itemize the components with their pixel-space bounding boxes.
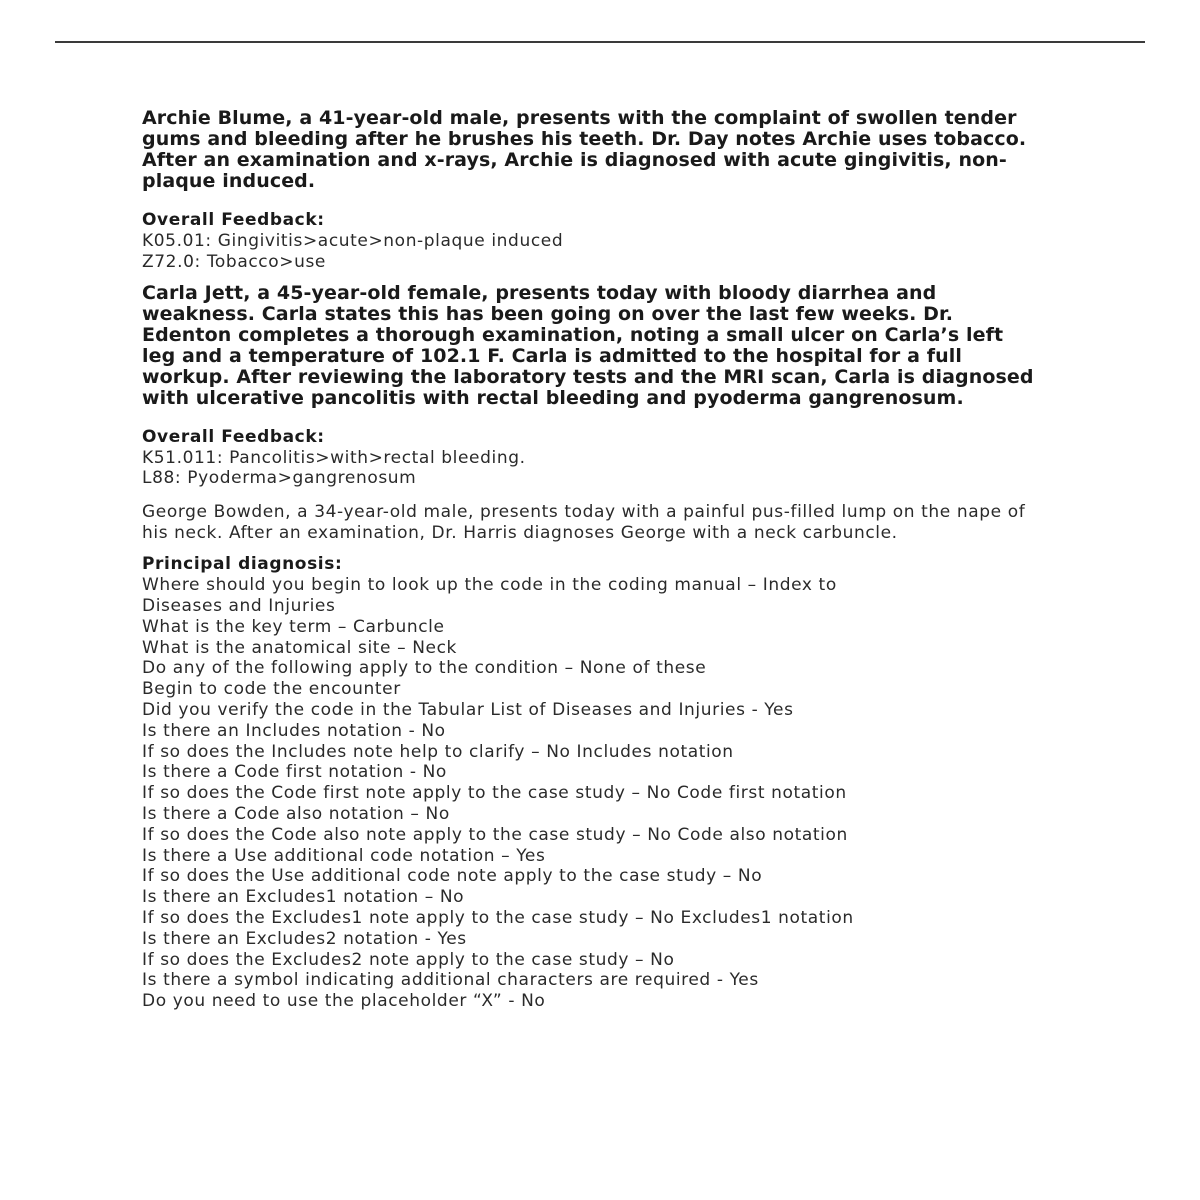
list-item: Is there a Code first notation - No <box>142 762 447 783</box>
case-2-feedback-heading: Overall Feedback: <box>142 426 325 447</box>
case-1-feedback-heading: Overall Feedback: <box>142 210 325 230</box>
case-1-description: Archie Blume, a 41-year-old male, presents with the complaint of swollen tender gums and bleeding after he brushes his teeth. Dr. Day notes Archie uses tobacco. After an examination and x-rays, Archie is diagnosed with acute gingivitis, non-plaque induced. <box>142 107 1027 192</box>
list-item: Is there an Includes notation - No <box>142 720 446 741</box>
list-item: Is there a symbol indicating additional characters are required - Yes <box>142 970 759 991</box>
list-item: What is the key term – Carbuncle <box>142 616 445 637</box>
case-3-description: George Bowden, a 34-year-old male, presents today with a painful pus-filled lump on the nape of his neck. After an examination, Dr. Harris diagnoses George with a neck carbuncle. <box>142 502 1026 544</box>
list-item: Is there an Excludes2 notation - Yes <box>142 928 467 949</box>
list-item: Do you need to use the placeholder “X” - No <box>142 991 546 1012</box>
list-item: Diseases and Injuries <box>142 595 336 616</box>
list-item: Begin to code the encounter <box>142 679 401 700</box>
list-item: Is there a Use additional code notation – Yes <box>142 845 546 866</box>
list-item: Do any of the following apply to the condition – None of these <box>142 658 707 679</box>
list-item: If so does the Includes note help to clarify – No Includes notation <box>142 741 734 762</box>
case-2-feedback-line: K51.011: Pancolitis>with>rectal bleeding. <box>142 447 526 468</box>
list-item: If so does the Excludes2 note apply to the case study – No <box>142 949 675 970</box>
case-1-feedback-line: Z72.0: Tobacco>use <box>142 251 326 272</box>
list-item: If so does the Excludes1 note apply to the case study – No Excludes1 notation <box>142 907 854 928</box>
list-item: Is there a Code also notation – No <box>142 803 450 824</box>
list-item: Is there an Excludes1 notation – No <box>142 887 465 908</box>
case-1-feedback-line: K05.01: Gingivitis>acute>non-plaque induced <box>142 231 564 251</box>
list-item: Where should you begin to look up the code in the coding manual – Index to <box>142 575 837 596</box>
document-body <box>142 108 1042 1012</box>
top-horizontal-rule <box>55 41 1145 43</box>
principal-diagnosis-heading: Principal diagnosis: <box>142 554 343 575</box>
list-item: If so does the Use additional code note apply to the case study – No <box>142 866 763 887</box>
list-item: Did you verify the code in the Tabular List of Diseases and Injuries - Yes <box>142 699 794 720</box>
case-2-feedback-line: L88: Pyoderma>gangrenosum <box>142 468 417 489</box>
case-2-description: Carla Jett, a 45-year-old female, presents today with bloody diarrhea and weakness. Carla states this has been going on over the last few weeks. Dr. Edenton completes a thorough examination, noting a small ulcer on Carla’s left leg and a temperature of 102.1 F. Carla is admitted to the hospital for a full workup. After reviewing the laboratory tests and the MRI scan, Carla is diagnosed with ulcerative pancolitis with rectal bleeding and pyoderma gangrenosum. <box>142 281 1034 409</box>
list-item: If so does the Code also note apply to the case study – No Code also notation <box>142 824 848 845</box>
list-item: What is the anatomical site – Neck <box>142 637 457 658</box>
list-item: If so does the Code first note apply to the case study – No Code first notation <box>142 783 847 804</box>
principal-diagnosis-list <box>142 575 1042 1012</box>
